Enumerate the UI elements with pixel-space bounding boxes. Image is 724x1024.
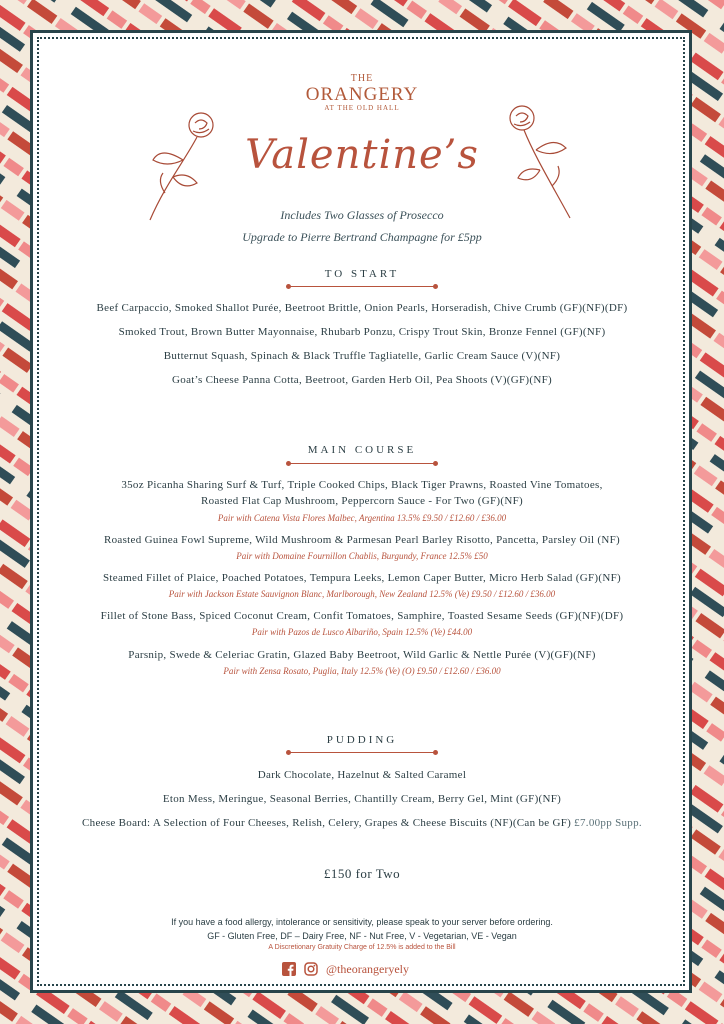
pudding-item-text: Cheese Board: A Selection of Four Cheeses, Relish, Celery, Grapes & Cheese Biscuits (NF)(Can be GF) (82, 817, 572, 829)
starter-item: Smoked Trout, Brown Butter Mayonnaise, Rhubarb Ponzu, Crispy Trout Skin, Bronze Fennel (GF)(NF) (118, 326, 606, 338)
dietary-key: GF - Gluten Free, DF – Dairy Free, NF - Nut Free, V - Vegetarian, VE - Vegan (207, 931, 517, 941)
menu-title: Valentine’s (245, 132, 479, 178)
wine-pairing: Pair with Domaine Fournillon Chablis, Burgundy, France 12.5% £50 (236, 551, 488, 561)
allergy-notice: If you have a food allergy, intolerance or sensitivity, please speak to your server before ordering. (171, 917, 553, 927)
social-links (282, 961, 409, 977)
wine-pairing: Pair with Catena Vista Flores Malbec, Argentina 13.5% £9.50 / £12.60 / £36.00 (217, 513, 507, 523)
starter-item: Goat’s Cheese Panna Cotta, Beetroot, Garden Herb Oil, Pea Shoots (V)(GF)(NF) (172, 374, 552, 386)
main-item: Fillet of Stone Bass, Spiced Coconut Cream, Confit Tomatoes, Samphire, Toasted Sesame Seeds (GF)(NF)(DF) (100, 610, 624, 622)
pudding-item: Eton Mess, Meringue, Seasonal Berries, Chantilly Cream, Berry Gel, Mint (GF)(NF) (162, 793, 562, 805)
intro-champagne-upgrade: Upgrade to Pierre Bertrand Champagne for £5pp (242, 230, 482, 244)
instagram-icon[interactable] (304, 962, 318, 976)
pudding-item: Dark Chocolate, Hazelnut & Salted Caramel (257, 769, 467, 781)
starter-item: Beef Carpaccio, Smoked Shallot Purée, Beetroot Brittle, Onion Pearls, Horseradish, Chive Crumb (GF)(NF)(DF) (96, 302, 628, 314)
supplement-price: £7.00pp Supp. (574, 817, 642, 829)
social-handle[interactable]: @theorangeryely (326, 961, 410, 976)
main-item: Roasted Guinea Fowl Supreme, Wild Mushroom & Parmesan Pearl Barley Risotto, Pancetta, Parsley Oil (NF) (103, 534, 621, 546)
facebook-icon[interactable] (282, 962, 296, 976)
section-heading-pudding: PUDDING (326, 734, 398, 746)
logo-the: THE (350, 73, 374, 84)
main-item: Steamed Fillet of Plaice, Poached Potatoes, Tempura Leeks, Lemon Caper Butter, Micro Herb Salad (GF)(NF) (103, 572, 621, 584)
main-item: Parsnip, Swede & Celeriac Gratin, Glazed Baby Beetroot, Wild Garlic & Nettle Purée (V)(GF)(NF) (128, 649, 596, 661)
gratuity-notice: A Discretionary Gratuity Charge of 12.5% is added to the Bill (268, 944, 456, 951)
starter-item: Butternut Squash, Spinach & Black Truffle Tagliatelle, Garlic Cream Sauce (V)(NF) (163, 350, 561, 362)
main-item: 35oz Picanha Sharing Surf & Turf, Triple Cooked Chips, Black Tiger Prawns, Roasted Vine Tomatoes, (121, 479, 603, 491)
wine-pairing: Pair with Pazos de Lusco Albariño, Spain 12.5% (Ve) £44.00 (251, 627, 473, 637)
intro-prosecco: Includes Two Glasses of Prosecco (280, 208, 444, 222)
section-divider (289, 286, 435, 287)
wine-pairing: Pair with Zensa Rosato, Puglia, Italy 12.5% (Ve) (O) £9.50 / £12.60 / £36.00 (223, 666, 501, 676)
logo-name: ORANGERY (305, 84, 419, 105)
pudding-item (0, 817, 724, 829)
section-divider (289, 752, 435, 753)
section-heading-start: TO START (324, 268, 400, 280)
set-price: £150 for Two (323, 866, 401, 881)
logo-subtitle: AT THE OLD HALL (324, 104, 400, 112)
section-divider (289, 463, 435, 464)
section-heading-main: MAIN COURSE (307, 444, 417, 456)
wine-pairing: Pair with Jackson Estate Sauvignon Blanc, Marlborough, New Zealand 12.5% (Ve) £9.50 / £12.60 / £36.00 (168, 589, 556, 599)
main-item-continued: Roasted Flat Cap Mushroom, Peppercorn Sauce - For Two (GF)(NF) (201, 495, 523, 507)
